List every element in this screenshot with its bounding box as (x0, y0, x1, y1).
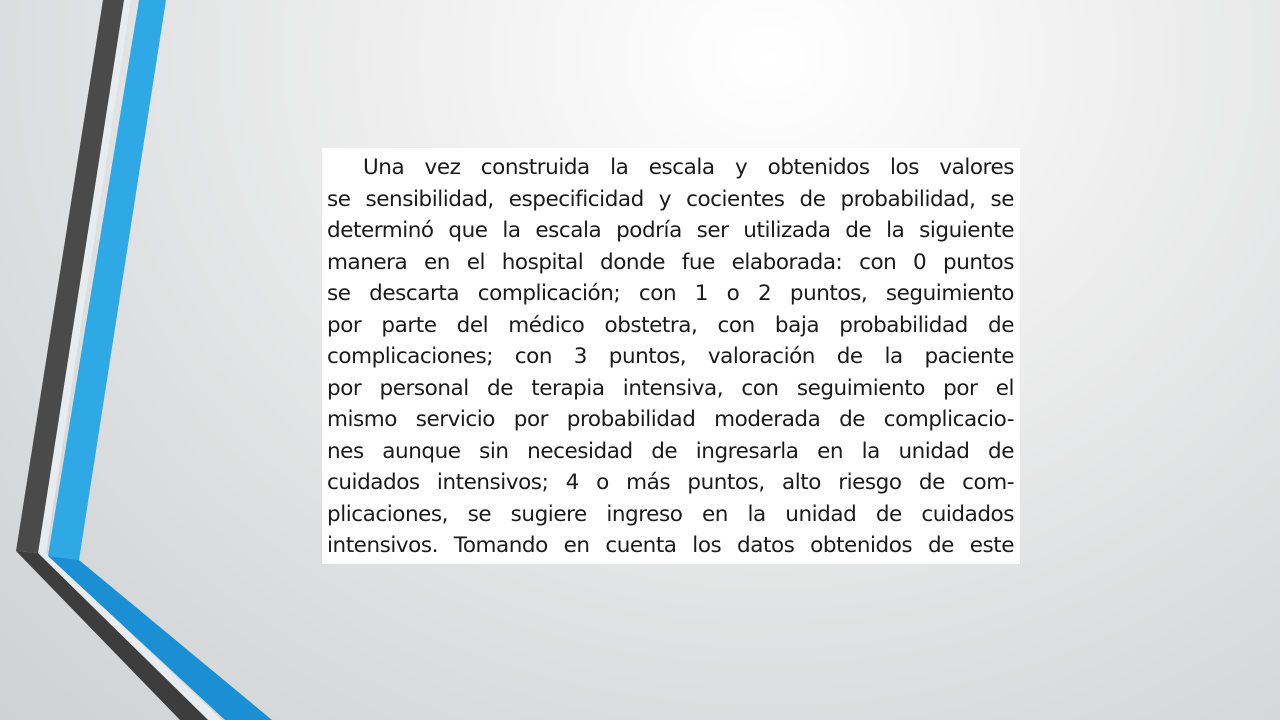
excerpt-line: complicaciones; con 3 puntos, valoración de la paciente (327, 344, 1014, 369)
excerpt-line: plicaciones, se sugiere ingreso en la unidad de cuidados (327, 501, 1014, 527)
excerpt-line: por personal de terapia intensiva, con seguimiento por el (327, 375, 1014, 401)
excerpt-line: determinó que la escala podría ser utilizada de la siguiente (327, 218, 1014, 243)
excerpt-line: Una vez construida la escala y obtenidos los valores (363, 155, 1014, 180)
excerpt-line: se sensibilidad, especificidad y cocientes de probabilidad, se (327, 186, 1014, 212)
excerpt-line: cuidados intensivos; 4 o más puntos, alto riesgo de com- (327, 470, 1014, 495)
text-excerpt-image (322, 148, 1020, 564)
excerpt-line: nes aunque sin necesidad de ingresarla en la unidad de (327, 438, 1014, 464)
excerpt-line: por parte del médico obstetra, con baja probabilidad de (327, 312, 1014, 338)
excerpt-line: intensivos. Tomando en cuenta los datos obtenidos de este (327, 533, 1014, 558)
excerpt-line: mismo servicio por probabilidad moderada de complicacio- (327, 407, 1014, 432)
decor-dark-stroke-lower (16, 551, 208, 720)
excerpt-line: se descarta complicación; con 1 o 2 puntos, seguimiento (327, 281, 1014, 306)
decor-light-strip-lower (37, 553, 222, 720)
excerpt-line: manera en el hospital donde fue elaborada: con 0 puntos (327, 249, 1014, 275)
